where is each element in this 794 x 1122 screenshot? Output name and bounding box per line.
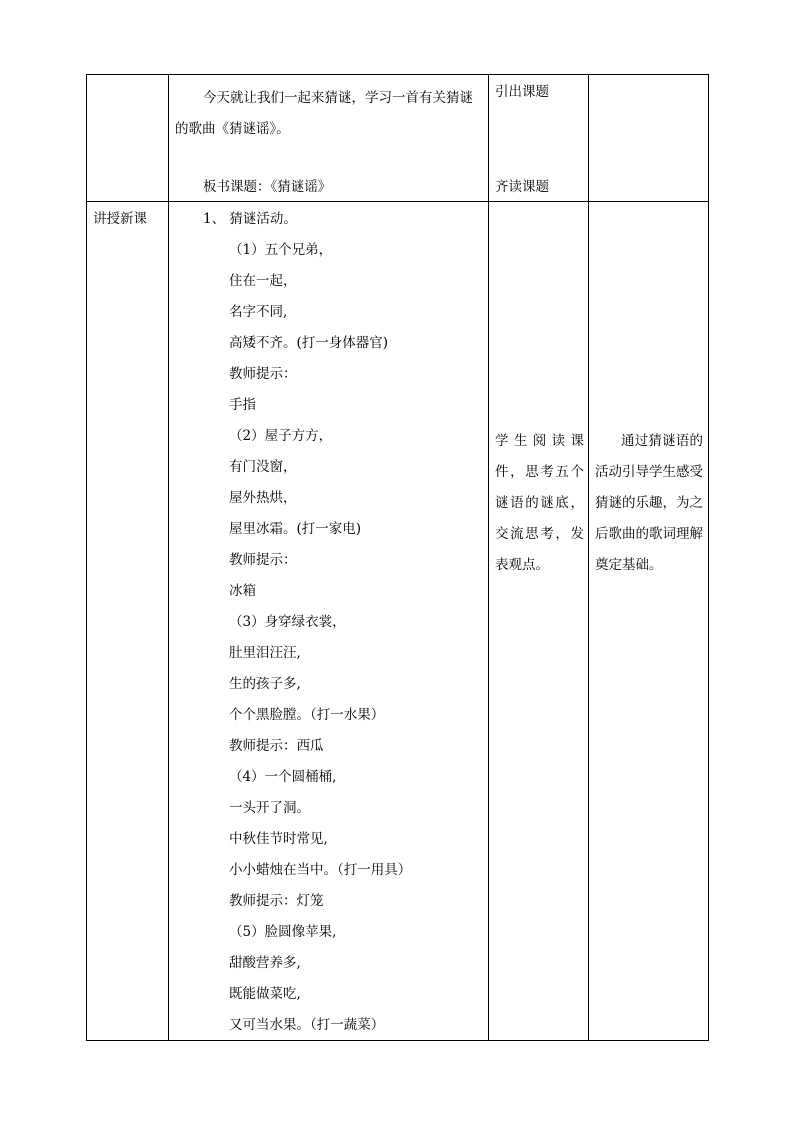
riddle-line: 既能做菜吃, — [229, 986, 301, 1002]
riddle-line: 一头开了洞。 — [229, 800, 310, 816]
section-title: 讲授新课 — [93, 211, 147, 227]
riddle-line: 有门没窗， — [229, 459, 297, 475]
riddle-line: 生的孩子多, — [229, 676, 301, 692]
riddle-line: 名字不同, — [229, 304, 288, 320]
design-purpose-cell — [589, 202, 709, 1041]
new-lesson-row — [87, 202, 709, 1041]
riddle-line: 小小蜡烛在当中。（打一用具） — [229, 862, 412, 878]
student-activity: 学生阅读课件，思考五个谜语的谜底，交流思考，发表观点。 — [495, 433, 584, 573]
riddle-line: 教师提示：西瓜 — [229, 738, 324, 754]
riddle-line: 住在一起， — [229, 273, 297, 289]
riddle-line: 甜酸营养多, — [229, 955, 301, 971]
new-section-cell — [87, 202, 169, 1041]
riddle-line: 手指 — [229, 397, 256, 413]
intro-row — [87, 75, 709, 202]
riddle-line: 教师提示： — [229, 366, 297, 382]
riddle-line: 肚里泪汪汪, — [229, 645, 301, 661]
riddle-line: 中秋佳节时常见, — [229, 831, 328, 847]
intro-activity-2: 齐读课题 — [495, 179, 549, 195]
riddles-cell — [169, 202, 489, 1041]
riddle-line: 屋外热烘， — [229, 490, 297, 506]
student-activity-cell — [489, 202, 589, 1041]
intro-paragraph: 今天就让我们一起来猜谜，学习一首有关猜谜的歌曲《猜谜谣》。 — [175, 90, 473, 137]
riddle-line: 教师提示： — [229, 552, 297, 568]
intro-section-cell — [87, 75, 169, 202]
activity-title: 1、 猜谜活动。 — [203, 211, 297, 227]
intro-activity-cell — [489, 75, 589, 202]
riddle-line: 冰箱 — [229, 583, 256, 599]
riddle-line: 高矮不齐。(打一身体器官) — [229, 335, 389, 351]
riddle-line: 屋里冰霜。(打一家电) — [229, 521, 362, 537]
intro-purpose-cell — [589, 75, 709, 202]
riddle-line: （5）脸圆像苹果, — [229, 924, 337, 940]
riddle-line: （2）屋子方方， — [229, 428, 333, 444]
riddle-line: 又可当水果。（打一蔬菜） — [229, 1017, 385, 1033]
board-title: 板书课题：《猜谜谣》 — [203, 179, 332, 195]
riddle-line: 个个黑脸膛。（打一水果） — [229, 707, 385, 723]
intro-content-cell — [169, 75, 489, 202]
riddle-line: （4）一个圆桶桶, — [229, 769, 337, 785]
riddle-line: （1）五个兄弟， — [229, 242, 333, 258]
riddle-line: 教师提示：灯笼 — [229, 893, 324, 909]
lesson-plan-table — [86, 74, 709, 1041]
intro-activity-1: 引出课题 — [495, 84, 549, 100]
riddle-line: （3）身穿绿衣裳， — [229, 614, 346, 630]
design-purpose: 通过猜谜语的活动引导学生感受猜谜的乐趣，为之后歌曲的歌词理解奠定基础。 — [595, 433, 703, 573]
